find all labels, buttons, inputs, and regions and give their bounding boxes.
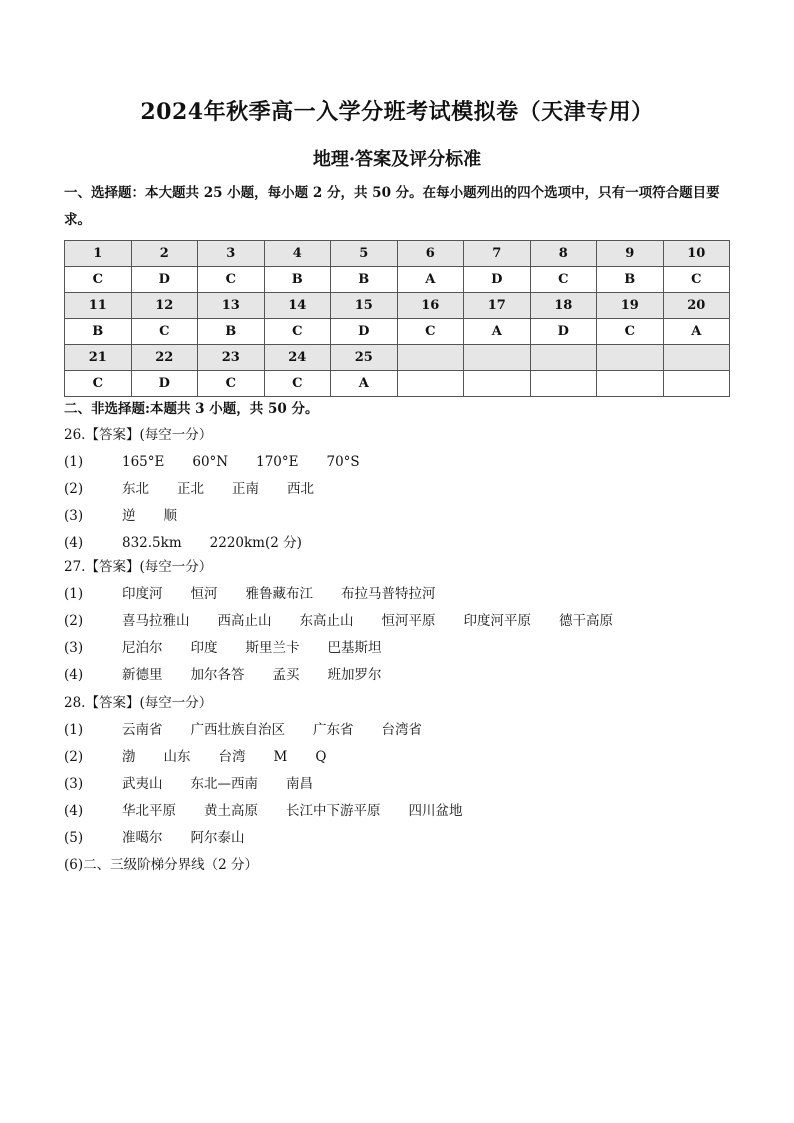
question-number-cell: 18 [530, 293, 597, 319]
answer-text: 60°N [192, 454, 229, 470]
answer-text: 恒河平原 [381, 613, 436, 629]
answer-text: 云南省 [122, 722, 163, 738]
row-index: (6) [64, 857, 84, 873]
row-index: (2) [64, 749, 84, 765]
answer-cell: C [597, 319, 664, 345]
question-number-cell: 11 [65, 293, 132, 319]
question-number-cell [464, 345, 531, 371]
question-26-header: 26.【答案】(每空一分） [64, 427, 213, 443]
question-number-cell: 17 [464, 293, 531, 319]
answer-text: 东北 [122, 481, 149, 497]
answer-cell: C [65, 371, 132, 397]
answer-text: 东高止山 [299, 613, 354, 629]
answer-row [64, 852, 491, 879]
row-index: (2) [64, 481, 84, 497]
question-number-cell [397, 345, 464, 371]
answer-text: 南昌 [286, 776, 313, 792]
answer-text: 山东 [163, 749, 191, 765]
answer-cell: D [331, 319, 398, 345]
answer-text: 顺 [163, 508, 177, 524]
row-index: (4) [64, 667, 84, 683]
answer-text: 加尔各答 [190, 667, 245, 683]
answer-row [64, 581, 641, 608]
answer-text: 台湾省 [381, 722, 422, 738]
answer-text: 巴基斯坦 [327, 640, 382, 656]
question-27-header: 27.【答案】(每空一分） [64, 559, 213, 575]
answer-row [64, 476, 388, 503]
answer-cell: D [530, 319, 597, 345]
answer-text: 武夷山 [122, 776, 163, 792]
question-number-cell: 5 [331, 241, 398, 267]
choice-answer-table [64, 240, 730, 397]
answer-cell: B [65, 319, 132, 345]
answer-text: 四川盆地 [408, 803, 463, 819]
question-28 [64, 690, 491, 879]
answer-text: 广西壮族自治区 [190, 722, 285, 738]
answer-text: 斯里兰卡 [245, 640, 300, 656]
row-index: (1) [64, 586, 84, 602]
answer-cell: C [198, 267, 265, 293]
answer-text: 黄土高原 [204, 803, 258, 819]
answer-text: 西北 [287, 481, 314, 497]
answer-text: 布拉马普特拉河 [341, 586, 436, 602]
answer-text: 广东省 [313, 722, 354, 738]
answer-text: 雅鲁藏布江 [245, 586, 313, 602]
answer-cell: D [464, 267, 531, 293]
question-number-cell: 21 [65, 345, 132, 371]
question-number-row [65, 345, 730, 371]
row-index: (1) [64, 454, 84, 470]
answer-text: 正北 [177, 481, 204, 497]
answer-cell [530, 371, 597, 397]
answer-text: 台湾 [218, 749, 246, 765]
question-number-cell: 13 [198, 293, 265, 319]
answer-cell: C [530, 267, 597, 293]
answer-cell: C [198, 371, 265, 397]
question-28-header: 28.【答案】(每空一分） [64, 695, 213, 711]
question-number-cell: 7 [464, 241, 531, 267]
answer-row [65, 267, 730, 293]
row-index: (3) [64, 776, 84, 792]
page-title: 2024年秋季高一入学分班考试模拟卷（天津专用） [140, 99, 654, 125]
answer-cell: D [131, 371, 198, 397]
row-index: (3) [64, 640, 84, 656]
answer-cell: B [597, 267, 664, 293]
answer-row [65, 319, 730, 345]
question-27 [64, 554, 641, 689]
answer-text: 德干高原 [559, 613, 613, 629]
answer-cell: C [264, 371, 331, 397]
answer-row [64, 798, 491, 825]
question-number-cell: 3 [198, 241, 265, 267]
answer-text: 渤 [122, 749, 136, 765]
section-choice-heading: 一、选择题：本大题共 25 小题，每小题 2 分，共 50 分。在每小题列出的四个选项中，只有一项符合题目要求。 [64, 185, 720, 228]
answer-row [64, 662, 641, 689]
answer-row [64, 717, 491, 744]
question-number-cell: 9 [597, 241, 664, 267]
question-number-cell: 6 [397, 241, 464, 267]
answer-row [64, 771, 491, 798]
answer-text: 印度河 [122, 586, 163, 602]
answer-row [64, 530, 388, 557]
question-number-cell: 1 [65, 241, 132, 267]
answer-text: M [273, 749, 288, 765]
row-index: (3) [64, 508, 84, 524]
question-number-cell: 14 [264, 293, 331, 319]
answer-text: 印度 [190, 640, 218, 656]
question-number-row [65, 293, 730, 319]
answer-cell [597, 371, 664, 397]
row-index: (1) [64, 722, 84, 738]
answer-row [64, 608, 641, 635]
answer-cell: C [663, 267, 730, 293]
question-number-cell: 23 [198, 345, 265, 371]
answer-text: 70°S [326, 454, 360, 470]
answer-cell: C [131, 319, 198, 345]
answer-text: 孟买 [272, 667, 300, 683]
answer-cell: C [264, 319, 331, 345]
answer-cell: A [397, 267, 464, 293]
answer-text: 长江中下游平原 [286, 803, 381, 819]
question-number-cell: 25 [331, 345, 398, 371]
answer-row [65, 371, 730, 397]
question-number-cell: 16 [397, 293, 464, 319]
answer-row [64, 503, 388, 530]
question-number-cell: 15 [331, 293, 398, 319]
question-26 [64, 422, 388, 557]
row-index: (4) [64, 803, 84, 819]
answer-text: 阿尔泰山 [190, 830, 245, 846]
answer-text: 165°E [122, 454, 165, 470]
answer-text: 新德里 [122, 667, 163, 683]
question-number-cell [597, 345, 664, 371]
question-number-cell [663, 345, 730, 371]
answer-text: 逆 [122, 508, 136, 524]
answer-cell: B [331, 267, 398, 293]
answer-cell: A [663, 319, 730, 345]
question-number-cell: 2 [131, 241, 198, 267]
page-subtitle: 地理·答案及评分标准 [312, 149, 482, 170]
answer-text: 西高止山 [217, 613, 272, 629]
answer-cell [397, 371, 464, 397]
row-index: (2) [64, 613, 84, 629]
answer-cell [663, 371, 730, 397]
answer-row [64, 744, 491, 771]
answer-cell: B [198, 319, 265, 345]
row-index: (5) [64, 830, 84, 846]
question-number-cell: 24 [264, 345, 331, 371]
answer-text: 尼泊尔 [122, 640, 163, 656]
answer-text: 喜马拉雅山 [122, 613, 190, 629]
answer-text: 832.5km [122, 535, 182, 551]
answer-text: 准噶尔 [122, 830, 163, 846]
question-number-cell: 20 [663, 293, 730, 319]
question-number-cell: 19 [597, 293, 664, 319]
answer-text: 恒河 [190, 586, 218, 602]
answer-text: Q [315, 749, 327, 765]
answer-text: 2220km(2 分) [209, 535, 302, 551]
question-number-cell: 4 [264, 241, 331, 267]
answer-cell [464, 371, 531, 397]
answer-cell: D [131, 267, 198, 293]
answer-text: 华北平原 [122, 803, 176, 819]
answer-row [64, 825, 491, 852]
answer-text: 班加罗尔 [327, 667, 382, 683]
question-number-cell: 22 [131, 345, 198, 371]
answer-row [64, 635, 641, 662]
answer-cell: A [464, 319, 531, 345]
answer-text: 印度河平原 [463, 613, 531, 629]
answer-text: 170°E [256, 454, 299, 470]
answer-row [64, 449, 388, 476]
answer-cell: B [264, 267, 331, 293]
row-answer: 二、三级阶梯分界线（2 分） [83, 857, 259, 873]
answer-text: 正南 [232, 481, 259, 497]
question-number-cell: 12 [131, 293, 198, 319]
answer-cell: C [397, 319, 464, 345]
answer-cell: C [65, 267, 132, 293]
row-index: (4) [64, 535, 84, 551]
section-free-heading: 二、非选择题:本题共 3 小题，共 50 分。 [64, 401, 319, 417]
question-number-cell: 8 [530, 241, 597, 267]
question-number-row [65, 241, 730, 267]
question-number-cell: 10 [663, 241, 730, 267]
answer-text: 东北—西南 [190, 776, 258, 792]
answer-cell: A [331, 371, 398, 397]
question-number-cell [530, 345, 597, 371]
